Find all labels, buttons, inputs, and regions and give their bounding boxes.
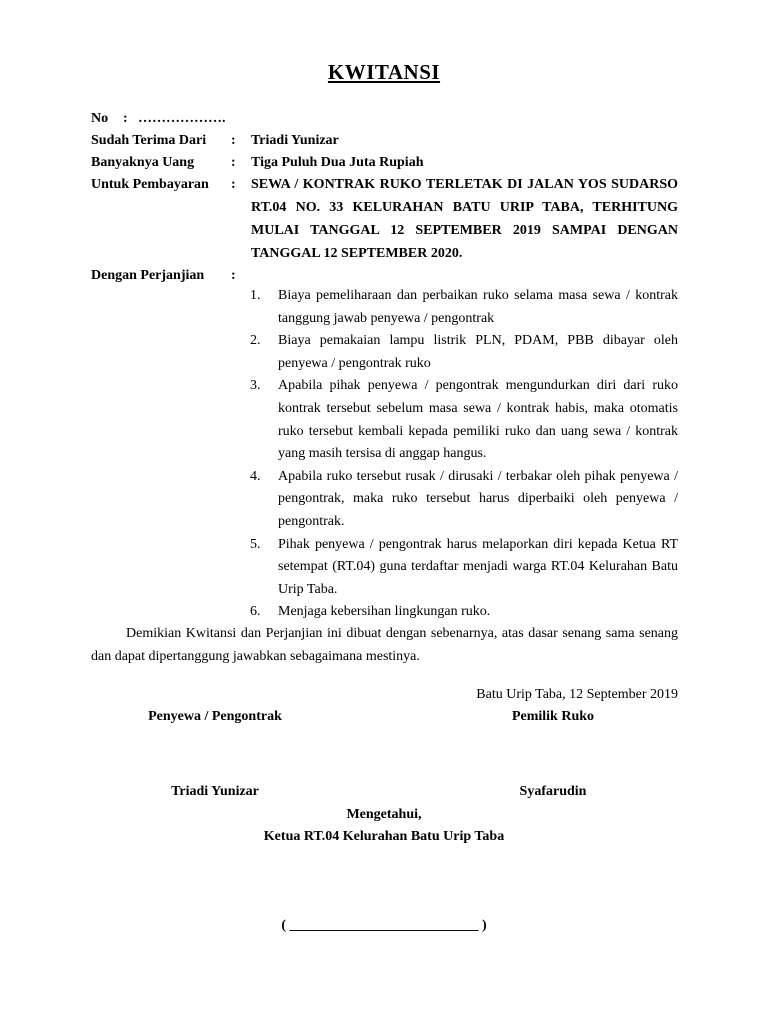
list-item-text: Apabila ruko tersebut rusak / dirusaki / terbakar oleh pihak penyewa / pengontrak, maka ruko tersebut harus diperbaiki oleh penyewa / pengontrak. bbox=[278, 468, 678, 529]
agreement-colon: : bbox=[231, 268, 236, 283]
list-item-number: 5. bbox=[250, 536, 261, 552]
list-item-number: 6. bbox=[250, 604, 261, 620]
amount-label: Banyaknya Uang bbox=[91, 155, 195, 170]
list-item-text: Biaya pemakaian lampu listrik PLN, PDAM, PBB dibayar oleh penyewa / pengontrak ruko bbox=[278, 333, 678, 371]
payment-description: SEWA / KONTRAK RUKO TERLETAK DI JALAN YOS SUDARSO RT.04 NO. 33 KELURAHAN BATU URIP TABA, TERHITUNG MULAI TANGGAL 12 SEPTEMBER 2019 SAMPAI DENGAN TANGGAL 12 SEPTEMBER 2020. bbox=[251, 177, 678, 261]
received-from-colon: : bbox=[231, 133, 236, 148]
no-value: ………………. bbox=[138, 111, 226, 126]
list-item bbox=[250, 330, 678, 375]
amount-colon: : bbox=[231, 155, 236, 170]
owner-name: Syafarudin bbox=[519, 784, 587, 799]
list-item-text: Biaya pemeliharaan dan perbaikan ruko selama masa sewa / kontrak tanggung jawab penyewa / pengontrak bbox=[278, 288, 678, 326]
list-item bbox=[250, 375, 678, 465]
list-item-number: 4. bbox=[250, 468, 261, 484]
amount-value: Tiga Puluh Dua Juta Rupiah bbox=[251, 155, 424, 170]
list-item-number: 1. bbox=[250, 288, 261, 303]
witness-label: Mengetahui, bbox=[346, 807, 422, 822]
agreement-list bbox=[250, 285, 678, 624]
document-title: KWITANSI bbox=[327, 60, 441, 84]
received-from-label: Sudah Terima Dari bbox=[91, 133, 207, 148]
no-colon: : bbox=[123, 111, 128, 126]
payment-label: Untuk Pembayaran bbox=[91, 177, 209, 192]
list-item-text: Apabila pihak penyewa / pengontrak mengundurkan diri dari ruko kontrak tersebut sebelum masa sewa / kontrak habis, maka otomatis ruko tersebut kembali kepada pemiliki ruko dan uang sewa / kontrak yang masih tersisa di anggap hangus. bbox=[278, 378, 678, 462]
list-item-number: 3. bbox=[250, 378, 261, 394]
agreement-label: Dengan Perjanjian bbox=[91, 268, 205, 283]
list-item-text: Menjaga kebersihan lingkungan ruko. bbox=[278, 604, 491, 620]
list-item bbox=[250, 285, 678, 330]
no-label: No bbox=[91, 111, 109, 126]
list-item bbox=[250, 601, 678, 624]
tenant-name: Triadi Yunizar bbox=[171, 784, 259, 799]
payment-colon: : bbox=[231, 177, 236, 192]
list-item-text: Pihak penyewa / pengontrak harus melaporkan diri kepada Ketua RT setempat (RT.04) guna terdaftar menjadi warga RT.04 Kelurahan Batu Urip Taba. bbox=[278, 536, 678, 597]
received-from-value: Triadi Yunizar bbox=[251, 133, 339, 148]
closing-paragraph: Demikian Kwitansi dan Perjanjian ini dibuat dengan sebenarnya, atas dasar senang sama senang dan dapat dipertanggung jawabkan sebagaimana mestinya. bbox=[91, 626, 678, 664]
witness-role: Ketua RT.04 Kelurahan Batu Urip Taba bbox=[263, 829, 505, 844]
list-item-number: 2. bbox=[250, 333, 261, 349]
list-item bbox=[250, 466, 678, 534]
witness-signature-line: ( ___________________________ ) bbox=[281, 918, 487, 933]
owner-role: Pemilik Ruko bbox=[511, 709, 595, 724]
tenant-role: Penyewa / Pengontrak bbox=[148, 709, 282, 724]
place-date: Batu Urip Taba, 12 September 2019 bbox=[476, 687, 678, 702]
list-item bbox=[250, 534, 678, 602]
